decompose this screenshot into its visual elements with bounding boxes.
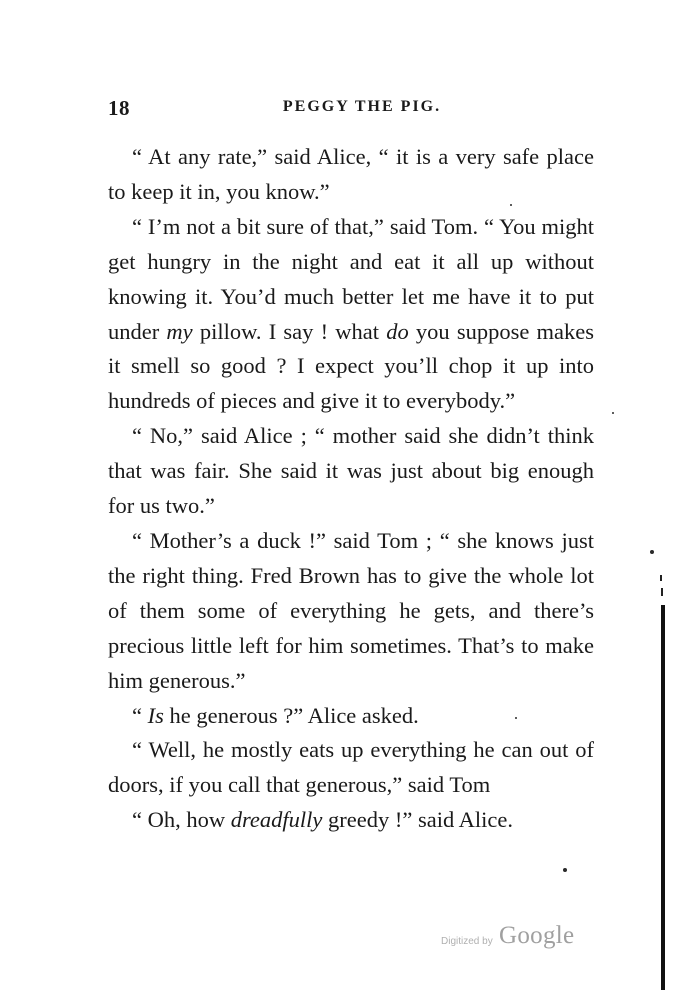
ink-speck (563, 868, 567, 872)
digitized-watermark (441, 922, 601, 956)
paragraph (108, 140, 594, 210)
text-run: “ Well, he mostly eats up everything he can out of doors, if you call that generous,” said Tom (108, 737, 594, 798)
watermark-prefix: Digitized by (441, 936, 493, 947)
italic-text: dreadfully (230, 807, 323, 833)
ink-speck (612, 412, 614, 414)
paragraph (108, 524, 594, 699)
text-run: he generous ?” Alice asked. (163, 702, 419, 728)
ink-speck (650, 550, 654, 554)
body-text (108, 140, 594, 838)
text-run: “ No,” said Alice ; “ mother said she didn’t think that was fair. She said it was just about big enough for us two.” (108, 423, 594, 519)
running-head (108, 96, 594, 122)
paragraph (108, 210, 594, 419)
watermark-brand: Google (499, 922, 575, 949)
text-run: “ Oh, how (132, 807, 231, 833)
text-run: “ Mother’s a duck !” said Tom ; “ she knows just the right thing. Fred Brown has to give the whole lot of them some of everything he gets, and there’s precious little left for him sometimes. That’s to make him generous.” (108, 527, 594, 693)
italic-text: Is (147, 702, 164, 728)
paragraph (108, 803, 594, 838)
text-run: “ (132, 702, 148, 728)
running-title: PEGGY THE PIG. (282, 98, 442, 115)
page-edge-mark (661, 588, 663, 596)
text-run: you suppose makes it smell so good ? I expect you’ll chop it up into hundreds of pieces and give it to everybody.” (108, 318, 594, 414)
italic-text: my (166, 318, 193, 344)
ink-speck (515, 717, 517, 719)
paragraph (108, 733, 594, 803)
ink-speck (510, 204, 512, 206)
page-edge-mark (660, 575, 662, 581)
paragraph (108, 419, 594, 524)
paragraph (108, 699, 594, 734)
page-edge-shadow (661, 605, 665, 990)
italic-text: do (386, 318, 409, 344)
text-run: “ At any rate,” said Alice, “ it is a very safe place to keep it in, you know.” (108, 144, 594, 204)
text-run: greedy !” said Alice. (322, 807, 513, 833)
text-run: pillow. I say ! what (192, 318, 387, 344)
text-run: “ I’m not a bit sure of that,” said Tom. “ You might get hungry in the night and eat it all up without knowing it. You’d much better let me have it to put under (108, 213, 594, 344)
page-number: 18 (108, 96, 130, 120)
